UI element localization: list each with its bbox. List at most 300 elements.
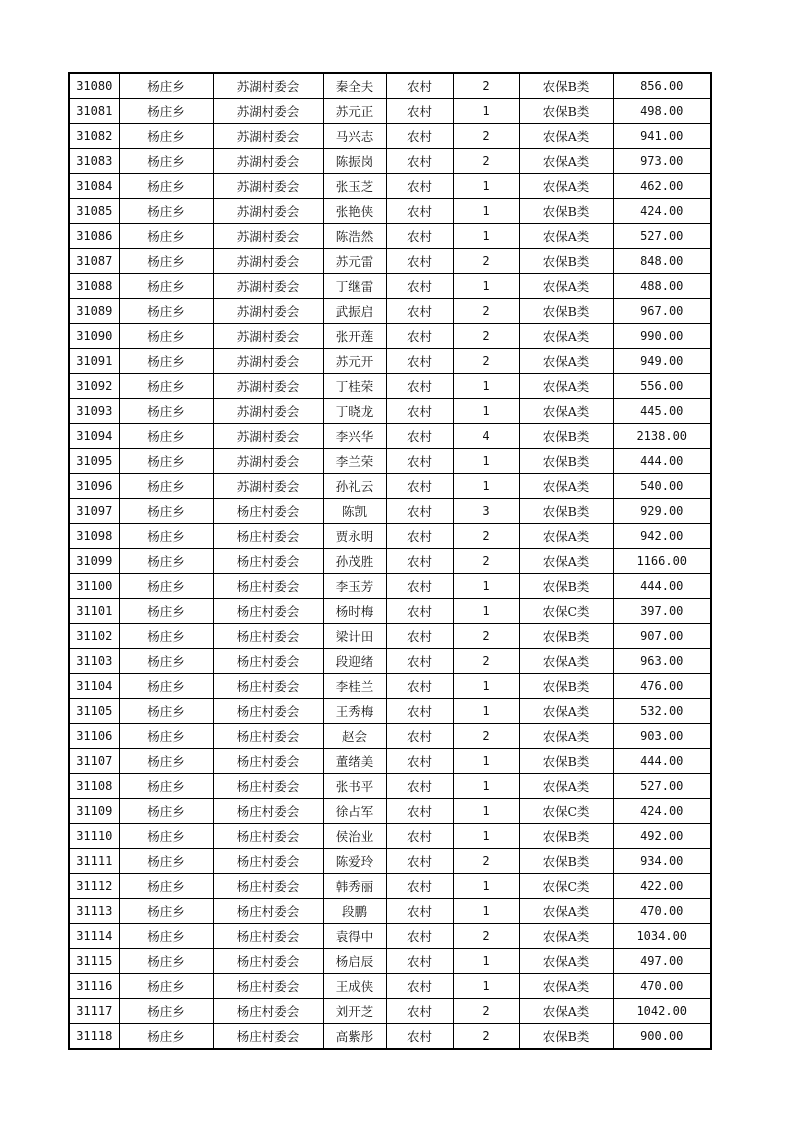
village-committee-cell: 苏湖村委会 xyxy=(213,349,323,374)
table-row xyxy=(69,874,711,899)
serial-number-cell: 31111 xyxy=(69,849,119,874)
table-row xyxy=(69,349,711,374)
amount-cell: 444.00 xyxy=(613,574,711,599)
person-name-cell: 李兰荣 xyxy=(323,449,386,474)
household-count-cell: 2 xyxy=(453,73,519,99)
serial-number-cell: 31091 xyxy=(69,349,119,374)
person-name-cell: 陈凯 xyxy=(323,499,386,524)
amount-cell: 470.00 xyxy=(613,974,711,999)
person-name-cell: 陈振岗 xyxy=(323,149,386,174)
amount-cell: 424.00 xyxy=(613,799,711,824)
amount-cell: 973.00 xyxy=(613,149,711,174)
person-name-cell: 张艳侠 xyxy=(323,199,386,224)
village-committee-cell: 苏湖村委会 xyxy=(213,99,323,124)
person-name-cell: 韩秀丽 xyxy=(323,874,386,899)
household-count-cell: 1 xyxy=(453,974,519,999)
residence-type-cell: 农村 xyxy=(386,249,453,274)
amount-cell: 903.00 xyxy=(613,724,711,749)
household-count-cell: 1 xyxy=(453,799,519,824)
village-committee-cell: 杨庄村委会 xyxy=(213,674,323,699)
serial-number-cell: 31092 xyxy=(69,374,119,399)
village-committee-cell: 苏湖村委会 xyxy=(213,399,323,424)
serial-number-cell: 31088 xyxy=(69,274,119,299)
residence-type-cell: 农村 xyxy=(386,624,453,649)
household-count-cell: 2 xyxy=(453,149,519,174)
township-cell: 杨庄乡 xyxy=(119,324,213,349)
insurance-category-cell: 农保B类 xyxy=(519,424,613,449)
household-count-cell: 1 xyxy=(453,874,519,899)
serial-number-cell: 31084 xyxy=(69,174,119,199)
household-count-cell: 2 xyxy=(453,299,519,324)
village-committee-cell: 苏湖村委会 xyxy=(213,149,323,174)
township-cell: 杨庄乡 xyxy=(119,949,213,974)
village-committee-cell: 苏湖村委会 xyxy=(213,374,323,399)
residence-type-cell: 农村 xyxy=(386,599,453,624)
village-committee-cell: 苏湖村委会 xyxy=(213,424,323,449)
table-row xyxy=(69,99,711,124)
residence-type-cell: 农村 xyxy=(386,124,453,149)
residence-type-cell: 农村 xyxy=(386,324,453,349)
township-cell: 杨庄乡 xyxy=(119,99,213,124)
township-cell: 杨庄乡 xyxy=(119,449,213,474)
amount-cell: 929.00 xyxy=(613,499,711,524)
township-cell: 杨庄乡 xyxy=(119,73,213,99)
household-count-cell: 2 xyxy=(453,624,519,649)
serial-number-cell: 31086 xyxy=(69,224,119,249)
township-cell: 杨庄乡 xyxy=(119,224,213,249)
person-name-cell: 马兴志 xyxy=(323,124,386,149)
residence-type-cell: 农村 xyxy=(386,374,453,399)
table-row xyxy=(69,199,711,224)
household-count-cell: 1 xyxy=(453,174,519,199)
table-row xyxy=(69,924,711,949)
table-row xyxy=(69,699,711,724)
residence-type-cell: 农村 xyxy=(386,474,453,499)
table-row xyxy=(69,649,711,674)
person-name-cell: 赵会 xyxy=(323,724,386,749)
household-count-cell: 2 xyxy=(453,724,519,749)
table-row xyxy=(69,374,711,399)
insurance-category-cell: 农保B类 xyxy=(519,449,613,474)
household-count-cell: 1 xyxy=(453,199,519,224)
insurance-category-cell: 农保B类 xyxy=(519,249,613,274)
table-row xyxy=(69,549,711,574)
amount-cell: 532.00 xyxy=(613,699,711,724)
residence-type-cell: 农村 xyxy=(386,149,453,174)
amount-cell: 963.00 xyxy=(613,649,711,674)
amount-cell: 527.00 xyxy=(613,224,711,249)
village-committee-cell: 杨庄村委会 xyxy=(213,899,323,924)
amount-cell: 941.00 xyxy=(613,124,711,149)
village-committee-cell: 杨庄村委会 xyxy=(213,1024,323,1050)
village-committee-cell: 杨庄村委会 xyxy=(213,574,323,599)
serial-number-cell: 31087 xyxy=(69,249,119,274)
township-cell: 杨庄乡 xyxy=(119,124,213,149)
residence-type-cell: 农村 xyxy=(386,199,453,224)
person-name-cell: 苏元雷 xyxy=(323,249,386,274)
table-row xyxy=(69,399,711,424)
insurance-category-cell: 农保B类 xyxy=(519,749,613,774)
amount-cell: 397.00 xyxy=(613,599,711,624)
village-committee-cell: 苏湖村委会 xyxy=(213,174,323,199)
person-name-cell: 苏元正 xyxy=(323,99,386,124)
township-cell: 杨庄乡 xyxy=(119,474,213,499)
village-committee-cell: 苏湖村委会 xyxy=(213,274,323,299)
amount-cell: 942.00 xyxy=(613,524,711,549)
serial-number-cell: 31094 xyxy=(69,424,119,449)
amount-cell: 556.00 xyxy=(613,374,711,399)
village-committee-cell: 苏湖村委会 xyxy=(213,249,323,274)
person-name-cell: 徐占军 xyxy=(323,799,386,824)
insurance-category-cell: 农保A类 xyxy=(519,224,613,249)
amount-cell: 424.00 xyxy=(613,199,711,224)
township-cell: 杨庄乡 xyxy=(119,799,213,824)
serial-number-cell: 31089 xyxy=(69,299,119,324)
serial-number-cell: 31105 xyxy=(69,699,119,724)
person-name-cell: 段鹏 xyxy=(323,899,386,924)
person-name-cell: 苏元开 xyxy=(323,349,386,374)
table-row xyxy=(69,749,711,774)
insurance-category-cell: 农保A类 xyxy=(519,474,613,499)
serial-number-cell: 31103 xyxy=(69,649,119,674)
village-committee-cell: 杨庄村委会 xyxy=(213,624,323,649)
table-row xyxy=(69,524,711,549)
village-committee-cell: 杨庄村委会 xyxy=(213,974,323,999)
amount-cell: 1166.00 xyxy=(613,549,711,574)
table-row xyxy=(69,824,711,849)
residence-type-cell: 农村 xyxy=(386,73,453,99)
person-name-cell: 陈浩然 xyxy=(323,224,386,249)
serial-number-cell: 31085 xyxy=(69,199,119,224)
insurance-category-cell: 农保A类 xyxy=(519,374,613,399)
township-cell: 杨庄乡 xyxy=(119,299,213,324)
table-row xyxy=(69,799,711,824)
amount-cell: 470.00 xyxy=(613,899,711,924)
village-committee-cell: 杨庄村委会 xyxy=(213,849,323,874)
household-count-cell: 1 xyxy=(453,374,519,399)
person-name-cell: 高紫彤 xyxy=(323,1024,386,1050)
amount-cell: 1034.00 xyxy=(613,924,711,949)
serial-number-cell: 31080 xyxy=(69,73,119,99)
township-cell: 杨庄乡 xyxy=(119,924,213,949)
household-count-cell: 1 xyxy=(453,274,519,299)
village-committee-cell: 杨庄村委会 xyxy=(213,824,323,849)
serial-number-cell: 31104 xyxy=(69,674,119,699)
person-name-cell: 秦全夫 xyxy=(323,73,386,99)
amount-cell: 848.00 xyxy=(613,249,711,274)
table-row xyxy=(69,624,711,649)
amount-cell: 990.00 xyxy=(613,324,711,349)
insurance-category-cell: 农保B类 xyxy=(519,73,613,99)
township-cell: 杨庄乡 xyxy=(119,199,213,224)
serial-number-cell: 31110 xyxy=(69,824,119,849)
household-count-cell: 1 xyxy=(453,674,519,699)
serial-number-cell: 31108 xyxy=(69,774,119,799)
table-row xyxy=(69,599,711,624)
table-row xyxy=(69,774,711,799)
insurance-category-cell: 农保A类 xyxy=(519,899,613,924)
serial-number-cell: 31099 xyxy=(69,549,119,574)
person-name-cell: 丁晓龙 xyxy=(323,399,386,424)
serial-number-cell: 31082 xyxy=(69,124,119,149)
insurance-category-cell: 农保B类 xyxy=(519,499,613,524)
table-row xyxy=(69,499,711,524)
person-name-cell: 孙礼云 xyxy=(323,474,386,499)
residence-type-cell: 农村 xyxy=(386,899,453,924)
table-row xyxy=(69,674,711,699)
amount-cell: 488.00 xyxy=(613,274,711,299)
residence-type-cell: 农村 xyxy=(386,649,453,674)
serial-number-cell: 31090 xyxy=(69,324,119,349)
table-row xyxy=(69,574,711,599)
table-row xyxy=(69,474,711,499)
residence-type-cell: 农村 xyxy=(386,449,453,474)
village-committee-cell: 杨庄村委会 xyxy=(213,724,323,749)
table-row xyxy=(69,174,711,199)
table-row xyxy=(69,149,711,174)
township-cell: 杨庄乡 xyxy=(119,649,213,674)
person-name-cell: 贾永明 xyxy=(323,524,386,549)
household-count-cell: 2 xyxy=(453,1024,519,1050)
village-committee-cell: 苏湖村委会 xyxy=(213,224,323,249)
person-name-cell: 张书平 xyxy=(323,774,386,799)
person-name-cell: 李兴华 xyxy=(323,424,386,449)
table-row xyxy=(69,249,711,274)
residence-type-cell: 农村 xyxy=(386,1024,453,1050)
person-name-cell: 王秀梅 xyxy=(323,699,386,724)
amount-cell: 422.00 xyxy=(613,874,711,899)
household-count-cell: 1 xyxy=(453,899,519,924)
residence-type-cell: 农村 xyxy=(386,174,453,199)
amount-cell: 934.00 xyxy=(613,849,711,874)
amount-cell: 498.00 xyxy=(613,99,711,124)
village-committee-cell: 苏湖村委会 xyxy=(213,299,323,324)
table-row xyxy=(69,999,711,1024)
person-name-cell: 张开莲 xyxy=(323,324,386,349)
township-cell: 杨庄乡 xyxy=(119,999,213,1024)
residence-type-cell: 农村 xyxy=(386,299,453,324)
household-count-cell: 1 xyxy=(453,699,519,724)
residence-type-cell: 农村 xyxy=(386,699,453,724)
residence-type-cell: 农村 xyxy=(386,99,453,124)
household-count-cell: 1 xyxy=(453,99,519,124)
township-cell: 杨庄乡 xyxy=(119,974,213,999)
amount-cell: 476.00 xyxy=(613,674,711,699)
residence-type-cell: 农村 xyxy=(386,224,453,249)
person-name-cell: 丁继雷 xyxy=(323,274,386,299)
serial-number-cell: 31106 xyxy=(69,724,119,749)
residence-type-cell: 农村 xyxy=(386,999,453,1024)
household-count-cell: 1 xyxy=(453,399,519,424)
amount-cell: 856.00 xyxy=(613,73,711,99)
township-cell: 杨庄乡 xyxy=(119,749,213,774)
serial-number-cell: 31116 xyxy=(69,974,119,999)
table-body xyxy=(69,73,711,1049)
household-count-cell: 2 xyxy=(453,249,519,274)
person-name-cell: 刘开芝 xyxy=(323,999,386,1024)
table-row xyxy=(69,949,711,974)
insurance-category-cell: 农保A类 xyxy=(519,974,613,999)
village-committee-cell: 苏湖村委会 xyxy=(213,449,323,474)
serial-number-cell: 31107 xyxy=(69,749,119,774)
residence-type-cell: 农村 xyxy=(386,824,453,849)
township-cell: 杨庄乡 xyxy=(119,524,213,549)
residence-type-cell: 农村 xyxy=(386,399,453,424)
township-cell: 杨庄乡 xyxy=(119,874,213,899)
insurance-category-cell: 农保A类 xyxy=(519,649,613,674)
household-count-cell: 1 xyxy=(453,474,519,499)
household-count-cell: 1 xyxy=(453,599,519,624)
township-cell: 杨庄乡 xyxy=(119,624,213,649)
insurance-category-cell: 农保B类 xyxy=(519,299,613,324)
residence-type-cell: 农村 xyxy=(386,749,453,774)
insurance-category-cell: 农保C类 xyxy=(519,874,613,899)
person-name-cell: 陈爱玲 xyxy=(323,849,386,874)
serial-number-cell: 31101 xyxy=(69,599,119,624)
residence-type-cell: 农村 xyxy=(386,774,453,799)
insurance-category-cell: 农保B类 xyxy=(519,574,613,599)
amount-cell: 492.00 xyxy=(613,824,711,849)
insurance-category-cell: 农保A类 xyxy=(519,324,613,349)
village-committee-cell: 苏湖村委会 xyxy=(213,124,323,149)
person-name-cell: 段迎绪 xyxy=(323,649,386,674)
serial-number-cell: 31112 xyxy=(69,874,119,899)
serial-number-cell: 31117 xyxy=(69,999,119,1024)
village-committee-cell: 杨庄村委会 xyxy=(213,699,323,724)
residence-type-cell: 农村 xyxy=(386,549,453,574)
serial-number-cell: 31081 xyxy=(69,99,119,124)
insurance-category-cell: 农保A类 xyxy=(519,524,613,549)
serial-number-cell: 31093 xyxy=(69,399,119,424)
person-name-cell: 杨时梅 xyxy=(323,599,386,624)
table-row xyxy=(69,974,711,999)
township-cell: 杨庄乡 xyxy=(119,249,213,274)
village-committee-cell: 杨庄村委会 xyxy=(213,874,323,899)
insurance-category-cell: 农保B类 xyxy=(519,624,613,649)
household-count-cell: 2 xyxy=(453,349,519,374)
township-cell: 杨庄乡 xyxy=(119,824,213,849)
person-name-cell: 丁桂荣 xyxy=(323,374,386,399)
township-cell: 杨庄乡 xyxy=(119,599,213,624)
insurance-category-cell: 农保A类 xyxy=(519,174,613,199)
insurance-category-cell: 农保A类 xyxy=(519,349,613,374)
township-cell: 杨庄乡 xyxy=(119,374,213,399)
table-row xyxy=(69,73,711,99)
serial-number-cell: 31095 xyxy=(69,449,119,474)
person-name-cell: 侯治业 xyxy=(323,824,386,849)
person-name-cell: 李桂兰 xyxy=(323,674,386,699)
township-cell: 杨庄乡 xyxy=(119,549,213,574)
township-cell: 杨庄乡 xyxy=(119,1024,213,1050)
table-row xyxy=(69,324,711,349)
household-count-cell: 2 xyxy=(453,124,519,149)
table-row xyxy=(69,849,711,874)
insurance-category-cell: 农保B类 xyxy=(519,674,613,699)
household-count-cell: 1 xyxy=(453,824,519,849)
insurance-category-cell: 农保B类 xyxy=(519,824,613,849)
residence-type-cell: 农村 xyxy=(386,849,453,874)
serial-number-cell: 31097 xyxy=(69,499,119,524)
household-count-cell: 2 xyxy=(453,324,519,349)
serial-number-cell: 31109 xyxy=(69,799,119,824)
insurance-category-cell: 农保A类 xyxy=(519,724,613,749)
household-count-cell: 2 xyxy=(453,649,519,674)
amount-cell: 2138.00 xyxy=(613,424,711,449)
household-count-cell: 1 xyxy=(453,949,519,974)
insurance-category-cell: 农保A类 xyxy=(519,399,613,424)
insurance-category-cell: 农保C类 xyxy=(519,799,613,824)
records-table xyxy=(68,72,712,1050)
household-count-cell: 1 xyxy=(453,574,519,599)
table-row xyxy=(69,424,711,449)
household-count-cell: 1 xyxy=(453,774,519,799)
household-count-cell: 2 xyxy=(453,924,519,949)
insurance-category-cell: 农保A类 xyxy=(519,774,613,799)
amount-cell: 527.00 xyxy=(613,774,711,799)
village-committee-cell: 苏湖村委会 xyxy=(213,324,323,349)
residence-type-cell: 农村 xyxy=(386,674,453,699)
township-cell: 杨庄乡 xyxy=(119,274,213,299)
village-committee-cell: 杨庄村委会 xyxy=(213,924,323,949)
amount-cell: 967.00 xyxy=(613,299,711,324)
household-count-cell: 2 xyxy=(453,849,519,874)
village-committee-cell: 杨庄村委会 xyxy=(213,999,323,1024)
person-name-cell: 杨启辰 xyxy=(323,949,386,974)
serial-number-cell: 31113 xyxy=(69,899,119,924)
insurance-category-cell: 农保A类 xyxy=(519,999,613,1024)
village-committee-cell: 杨庄村委会 xyxy=(213,549,323,574)
serial-number-cell: 31083 xyxy=(69,149,119,174)
residence-type-cell: 农村 xyxy=(386,424,453,449)
household-count-cell: 2 xyxy=(453,549,519,574)
residence-type-cell: 农村 xyxy=(386,949,453,974)
serial-number-cell: 31096 xyxy=(69,474,119,499)
table-row xyxy=(69,124,711,149)
person-name-cell: 董绪美 xyxy=(323,749,386,774)
residence-type-cell: 农村 xyxy=(386,524,453,549)
insurance-category-cell: 农保B类 xyxy=(519,849,613,874)
township-cell: 杨庄乡 xyxy=(119,349,213,374)
serial-number-cell: 31098 xyxy=(69,524,119,549)
person-name-cell: 李玉芳 xyxy=(323,574,386,599)
household-count-cell: 4 xyxy=(453,424,519,449)
residence-type-cell: 农村 xyxy=(386,349,453,374)
serial-number-cell: 31118 xyxy=(69,1024,119,1050)
village-committee-cell: 苏湖村委会 xyxy=(213,199,323,224)
person-name-cell: 袁得中 xyxy=(323,924,386,949)
township-cell: 杨庄乡 xyxy=(119,424,213,449)
table-row xyxy=(69,274,711,299)
village-committee-cell: 杨庄村委会 xyxy=(213,799,323,824)
insurance-category-cell: 农保C类 xyxy=(519,599,613,624)
amount-cell: 907.00 xyxy=(613,624,711,649)
residence-type-cell: 农村 xyxy=(386,499,453,524)
household-count-cell: 1 xyxy=(453,224,519,249)
township-cell: 杨庄乡 xyxy=(119,849,213,874)
township-cell: 杨庄乡 xyxy=(119,174,213,199)
amount-cell: 445.00 xyxy=(613,399,711,424)
insurance-category-cell: 农保A类 xyxy=(519,924,613,949)
township-cell: 杨庄乡 xyxy=(119,774,213,799)
household-count-cell: 2 xyxy=(453,524,519,549)
person-name-cell: 孙茂胜 xyxy=(323,549,386,574)
amount-cell: 497.00 xyxy=(613,949,711,974)
township-cell: 杨庄乡 xyxy=(119,399,213,424)
village-committee-cell: 杨庄村委会 xyxy=(213,649,323,674)
village-committee-cell: 杨庄村委会 xyxy=(213,949,323,974)
person-name-cell: 张玉芝 xyxy=(323,174,386,199)
serial-number-cell: 31102 xyxy=(69,624,119,649)
